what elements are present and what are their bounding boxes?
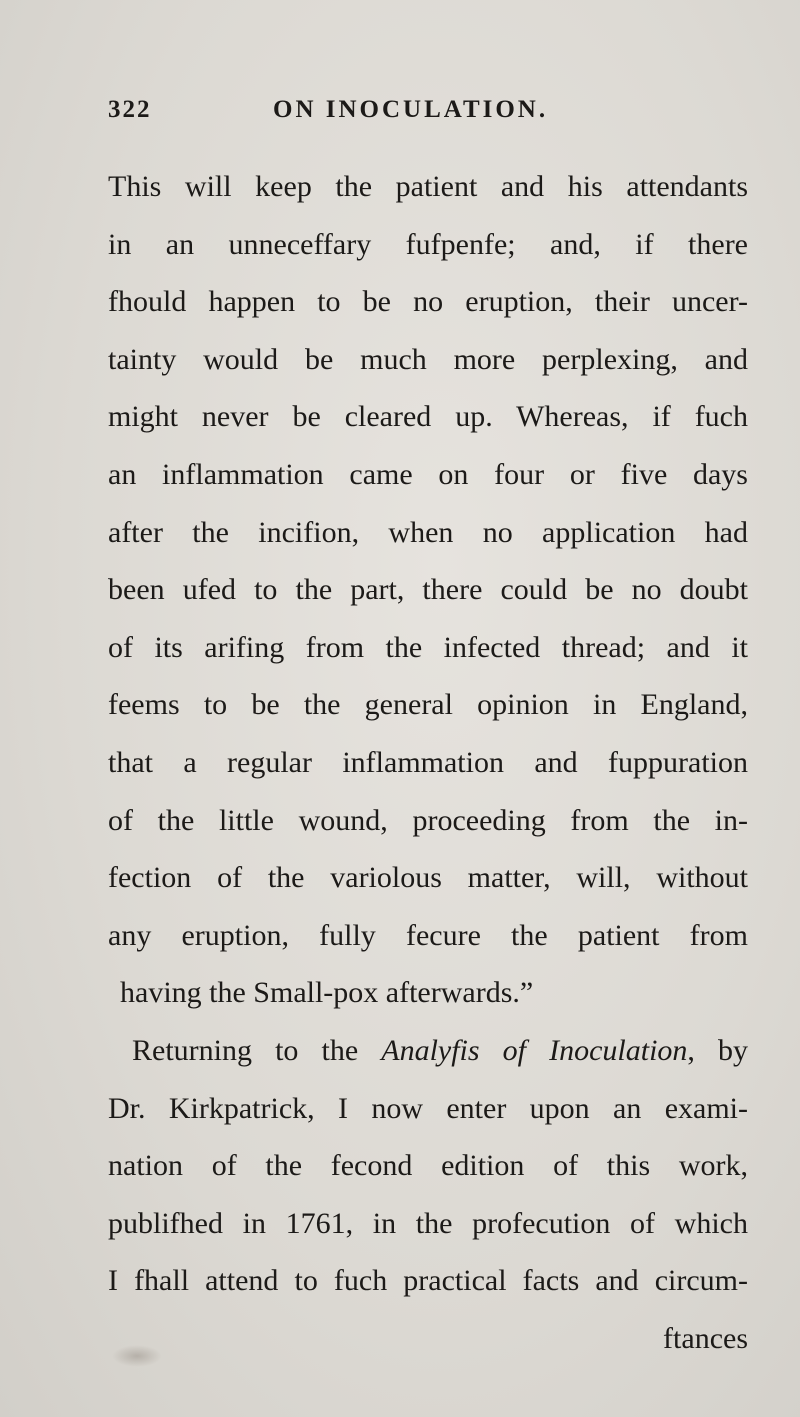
page-header [108,96,748,136]
text-line: This will keep the patient and his attendants [108,170,748,203]
ink-smudge [112,1345,162,1367]
text-line: in an unneceffary fufpenfe; and, if there [108,227,748,261]
paragraph-opening-line [108,1022,748,1080]
page-number: 322 [108,96,152,123]
text-line-paragraph-end: having the Small-pox afterwards.” [120,976,534,1010]
text-line: might never be cleared up. Whereas, if fuch [108,400,748,434]
text-line: nation of the fecond edition of this work, [108,1149,748,1183]
text-line: tainty would be much more perplexing, and [108,342,748,376]
text-line: that a regular inflammation and fuppuration [108,745,748,779]
text-line: fhould happen to be no eruption, their uncer- [108,285,748,319]
text-line: Dr. Kirkpatrick, I now enter upon an exami- [108,1091,748,1125]
text-line: of the little wound, proceeding from the in- [108,803,748,837]
italic-book-title: Analyfis of Inoculation [381,1033,688,1067]
body-text [108,158,748,1367]
text-line: publifhed in 1761, in the profecution of which [108,1206,748,1240]
text-line: been ufed to the part, there could be no doubt [108,573,748,607]
text-line: an inflammation came on four or five days [108,457,748,491]
running-title: ON INOCULATION. [273,96,549,123]
text-line: I fhall attend to fuch practical facts and circum- [108,1264,748,1298]
text-fragment: , by [687,1033,748,1067]
text-line: any eruption, fully fecure the patient from [108,918,748,952]
text-line: feems to be the general opinion in England, [108,688,748,722]
catchword: ftances [663,1321,748,1355]
text-line: fection of the variolous matter, will, without [108,861,748,895]
text-line: of its arifing from the infected thread; and it [108,630,748,664]
text-fragment: Returning to the [132,1033,382,1067]
text-line: after the incifion, when no application had [108,515,748,549]
